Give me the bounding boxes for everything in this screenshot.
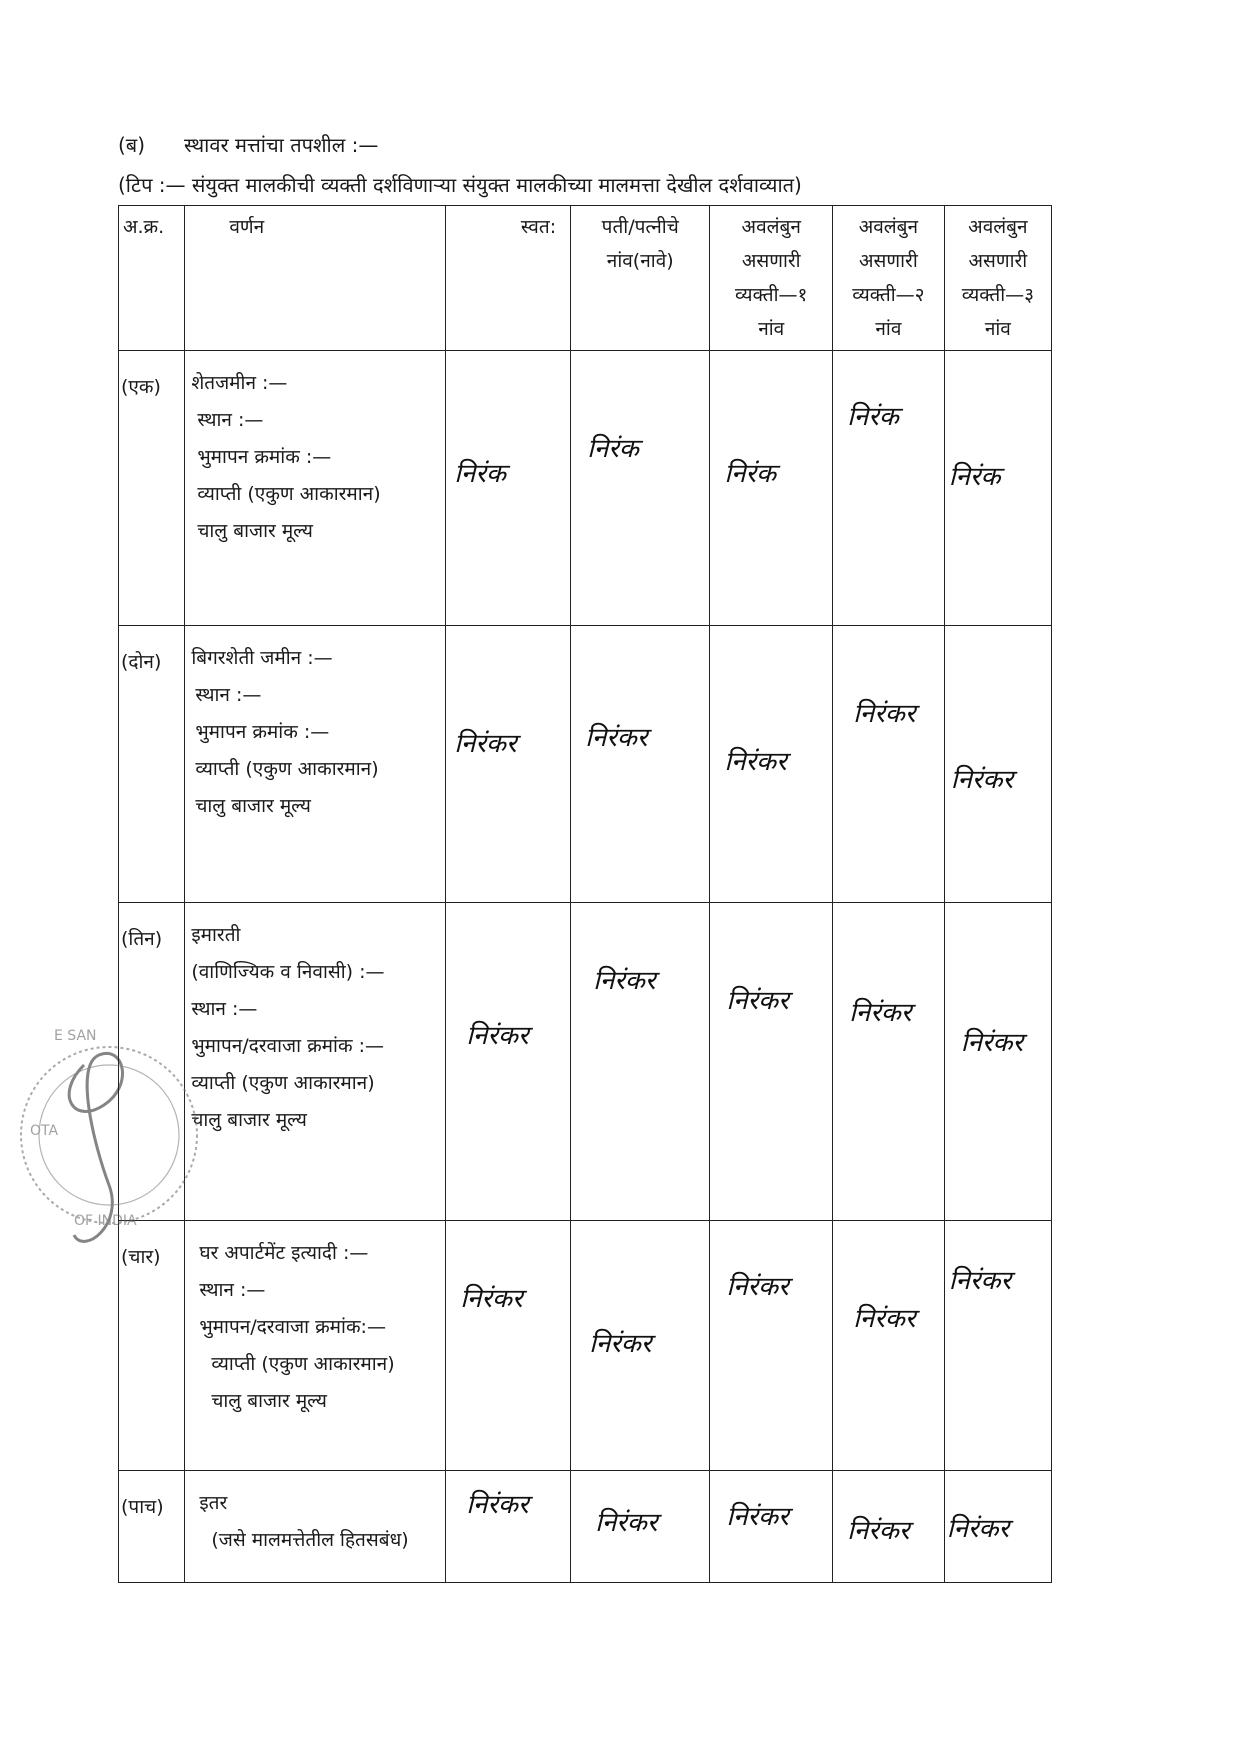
table-row — [119, 1221, 1052, 1471]
description-line: स्थान :— — [199, 1279, 266, 1301]
row-description — [185, 351, 446, 626]
handwritten-entry: निरंकर — [948, 1266, 1012, 1296]
header-dep1-line1: अवलंबुन — [741, 216, 801, 238]
row-sr-no: (एक) — [119, 351, 185, 626]
stamp-text-middle: OTA — [30, 1123, 59, 1139]
cell-spouse — [571, 626, 710, 903]
stamp-text-bottom: OF INDIA — [74, 1213, 137, 1229]
cell-spouse — [571, 1471, 710, 1583]
header-spouse-line1: पती/पत्नीचे — [601, 216, 679, 238]
description-line: व्याप्ती (एकुण आकारमान) — [195, 758, 379, 780]
description-line: घर अपार्टमेंट इत्यादी :— — [199, 1242, 369, 1264]
cell-self — [446, 626, 571, 903]
section-title: स्थावर मत्तांचा तपशील :— — [184, 133, 379, 157]
cell-self — [446, 351, 571, 626]
cell-self — [446, 1221, 571, 1471]
description-line: व्याप्ती (एकुण आकारमान) — [197, 483, 381, 505]
cell-dependent-3 — [944, 903, 1051, 1221]
header-dep1-line3: व्यक्ती—१ — [735, 284, 808, 306]
description-line: स्थान :— — [195, 684, 262, 706]
cell-spouse — [571, 1221, 710, 1471]
header-dep2-line1: अवलंबुन — [858, 216, 919, 238]
row-sr-no: (पाच) — [119, 1471, 185, 1583]
header-dependent-1 — [710, 206, 833, 351]
row-description — [185, 1221, 446, 1471]
cell-spouse — [571, 351, 710, 626]
header-description: वर्णन — [185, 206, 446, 351]
row-sr-no: (तिन) — [119, 903, 185, 1221]
header-dep2-line4: नांव — [875, 318, 902, 340]
header-dep1-line4: नांव — [758, 318, 785, 340]
cell-dependent-1 — [710, 351, 833, 626]
cell-dependent-1 — [710, 903, 833, 1221]
cell-dependent-1 — [710, 1221, 833, 1471]
header-dependent-3 — [944, 206, 1051, 351]
handwritten-entry: निरंक — [454, 459, 506, 489]
table-row — [119, 1471, 1052, 1583]
header-dep1-line2: असणारी — [741, 250, 801, 272]
header-dep3-line4: नांव — [984, 318, 1011, 340]
description-line: (जसे मालमत्तेतील हितसबंध) — [211, 1529, 409, 1551]
header-spouse-line2: नांव(नावे) — [606, 250, 674, 272]
handwritten-entry: निरंकर — [726, 1272, 789, 1302]
description-line: चालु बाजार मूल्य — [195, 795, 311, 817]
handwritten-entry: निरंकर — [466, 1021, 529, 1051]
row-description — [185, 903, 446, 1221]
cell-dependent-3 — [944, 626, 1051, 903]
handwritten-entry: निरंकर — [585, 723, 648, 753]
description-line: स्थान :— — [197, 409, 264, 431]
handwritten-entry: निरंक — [724, 459, 777, 489]
immovable-assets-table — [118, 205, 1052, 1583]
description-line: इमारती — [191, 924, 241, 946]
description-line: इतर — [199, 1492, 228, 1514]
handwritten-entry: निरंकर — [726, 1502, 789, 1532]
cell-dependent-2 — [833, 1471, 945, 1583]
description-line: भुमापन/दरवाजा क्रमांक :— — [191, 1035, 385, 1057]
handwritten-entry: निरंकर — [724, 747, 787, 777]
handwritten-entry: निरंकर — [950, 765, 1014, 795]
cell-spouse — [571, 903, 710, 1221]
table-row — [119, 626, 1052, 903]
handwritten-entry: निरंक — [587, 434, 639, 464]
section-note: (टिप :— संयुक्त मालकीची व्यक्ती दर्शविणाऱ्या संयुक्त मालकीच्या मालमत्ता देखील दर्शवाव्यात) — [118, 173, 802, 197]
handwritten-entry: निरंकर — [849, 998, 912, 1028]
row-sr-no: (दोन) — [119, 626, 185, 903]
header-dep3-line3: व्यक्ती—३ — [961, 284, 1035, 306]
row-sr-no: (चार) — [119, 1221, 185, 1471]
description-line: व्याप्ती (एकुण आकारमान) — [191, 1072, 375, 1094]
description-line: व्याप्ती (एकुण आकारमान) — [211, 1353, 395, 1375]
header-sr-no: अ.क्र. — [119, 206, 185, 351]
description-line: चालु बाजार मूल्य — [211, 1390, 327, 1412]
description-line: (वाणिज्यिक व निवासी) :— — [191, 961, 385, 983]
handwritten-entry: निरंक — [847, 402, 899, 432]
handwritten-entry: निरंकर — [853, 699, 916, 729]
description-line: भुमापन क्रमांक :— — [197, 446, 332, 468]
official-seal-stamp — [14, 985, 204, 1285]
cell-self — [446, 903, 571, 1221]
handwritten-entry: निरंकर — [460, 1284, 523, 1314]
header-dep2-line3: व्यक्ती—२ — [852, 284, 925, 306]
cell-dependent-3 — [944, 1471, 1051, 1583]
header-dep3-line2: असणारी — [968, 250, 1028, 272]
cell-self — [446, 1471, 571, 1583]
section-mark: (ब) — [118, 133, 146, 157]
cell-dependent-3 — [944, 1221, 1051, 1471]
handwritten-entry: निरंकर — [466, 1490, 529, 1520]
stamp-text-top: E SAN — [54, 1028, 97, 1044]
cell-dependent-2 — [833, 1221, 945, 1471]
table-row — [119, 903, 1052, 1221]
description-line: शेतजमीन :— — [191, 372, 288, 394]
row-description — [185, 626, 446, 903]
description-line: भुमापन क्रमांक :— — [195, 721, 330, 743]
handwritten-entry: निरंकर — [595, 1508, 658, 1538]
description-line: स्थान :— — [191, 998, 258, 1020]
table-row — [119, 351, 1052, 626]
cell-dependent-1 — [710, 626, 833, 903]
header-self: स्वत: — [446, 206, 571, 351]
description-line: चालु बाजार मूल्य — [191, 1109, 307, 1131]
header-dep3-line1: अवलंबुन — [968, 216, 1028, 238]
handwritten-entry: निरंकर — [593, 966, 656, 996]
section-heading — [118, 131, 378, 158]
cell-dependent-1 — [710, 1471, 833, 1583]
handwritten-entry: निरंकर — [847, 1516, 910, 1546]
description-line: बिगरशेती जमीन :— — [191, 647, 333, 669]
handwritten-entry: निरंकर — [853, 1304, 916, 1334]
handwritten-entry: निरंकर — [960, 1028, 1024, 1058]
description-line: भुमापन/दरवाजा क्रमांक:— — [199, 1316, 386, 1338]
cell-dependent-2 — [833, 351, 945, 626]
cell-dependent-2 — [833, 626, 945, 903]
header-dependent-2 — [833, 206, 945, 351]
header-row — [119, 206, 1052, 351]
handwritten-entry: निरंक — [948, 462, 1001, 492]
handwritten-entry: निरंकर — [726, 986, 789, 1016]
description-line: चालु बाजार मूल्य — [197, 520, 313, 542]
handwritten-entry: निरंकर — [946, 1514, 1010, 1544]
handwritten-entry: निरंकर — [454, 729, 517, 759]
cell-dependent-2 — [833, 903, 945, 1221]
header-dep2-line2: असणारी — [859, 250, 918, 272]
cell-dependent-3 — [944, 351, 1051, 626]
row-description — [185, 1471, 446, 1583]
handwritten-entry: निरंकर — [589, 1329, 652, 1359]
header-spouse — [571, 206, 710, 351]
